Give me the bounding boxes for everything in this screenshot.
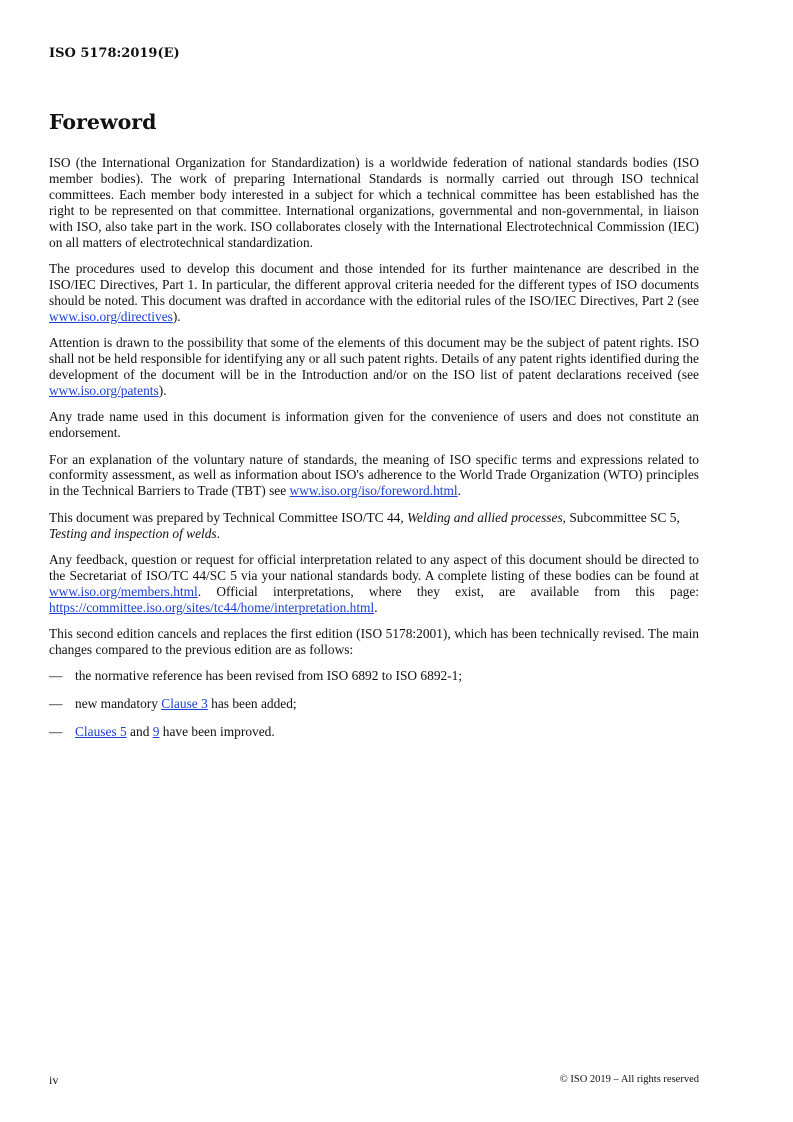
clause-9-link[interactable]: 9 xyxy=(152,724,160,740)
paragraph-trade-name: Any trade name used in this document is information given for the convenience of users and does not constitute an endorsement. xyxy=(49,409,699,441)
clauses-5-link[interactable]: Clauses 5 xyxy=(75,724,127,740)
dash-bullet: — xyxy=(49,668,63,684)
paragraph-edition: This second edition cancels and replaces the first edition (ISO 5178:2001), which has been technically revised. The main changes compared to the previous edition are as follows: xyxy=(49,626,699,658)
paragraph-patents: Attention is drawn to the possibility that some of the elements of this document may be the subject of patent rights. ISO shall not be held responsible for identifying any or all such patent rights. Details of any patent rights identified during the development of the document will be in the Introduction and/or on the ISO list of patent declarations received (see www.iso.org/patents). xyxy=(49,335,699,398)
interpretation-link[interactable]: https://committee.iso.org/sites/tc44/home/interpretation.html xyxy=(49,599,375,615)
members-link[interactable]: www.iso.org/members.html xyxy=(49,583,198,599)
paragraph-procedures: The procedures used to develop this document and those intended for its further maintenance are described in the ISO/IEC Directives, Part 1. In particular, the different approval criteria needed for the different types of ISO documents should be noted. This document was drafted in accordance with the editorial rules of the ISO/IEC Directives, Part 2 (see www.iso.org/directives). xyxy=(49,260,699,324)
paragraph-feedback: Any feedback, question or request for official interpretation related to any aspect of this document should be directed to the Secretariat of ISO/TC 44/SC 5 via your national standards body. A complete listing of these bodies can be found at www.iso.org/members.html. Official interpretations, where they exist, are available from this page: https://committee.iso.org/sites/tc44/home/interpretation.html. xyxy=(49,552,699,615)
directives-link[interactable]: www.iso.org/directives xyxy=(49,308,173,324)
foreword-link[interactable]: www.iso.org/iso/foreword.html xyxy=(289,483,458,499)
list-item: — new mandatory Clause 3 has been added; xyxy=(49,696,297,712)
list-item: — the normative reference has been revised from ISO 6892 to ISO 6892-1; xyxy=(49,668,463,684)
foreword-body xyxy=(49,155,699,752)
section-title: Foreword xyxy=(49,110,157,134)
paragraph-committee: This document was prepared by Technical Committee ISO/TC 44, Welding and allied processes, Subcommittee SC 5, Testing and inspection of welds. xyxy=(49,509,680,541)
list-item: — Clauses 5 and 9 have been improved. xyxy=(49,724,275,740)
dash-bullet: — xyxy=(49,724,63,740)
page-number: iv xyxy=(49,1073,59,1087)
paragraph-iso-intro: ISO (the International Organization for Standardization) is a worldwide federation of national standards bodies (ISO member bodies). The work of preparing International Standards is normally carried out through ISO technical committees. Each member body interested in a subject for which a technical committee has been established has the right to be represented on that committee. International organizations, governmental and non-governmental, in liaison with ISO, also take part in the work. ISO collaborates closely with the International Electrotechnical Commission (IEC) on all matters of electrotechnical standardization. xyxy=(49,155,699,250)
patents-link[interactable]: www.iso.org/patents xyxy=(49,382,159,398)
paragraph-voluntary-nature: For an explanation of the voluntary nature of standards, the meaning of ISO specific terms and expressions related to conformity assessment, as well as information about ISO's adherence to the World Trade Organization (WTO) principles in the Technical Barriers to Trade (TBT) see www.iso.org/iso/foreword.html. xyxy=(49,451,699,499)
document-identifier: ISO 5178:2019(E) xyxy=(49,46,180,61)
clause-3-link[interactable]: Clause 3 xyxy=(161,696,208,712)
dash-bullet: — xyxy=(49,696,63,712)
copyright-notice: © ISO 2019 – All rights reserved xyxy=(559,1074,699,1085)
